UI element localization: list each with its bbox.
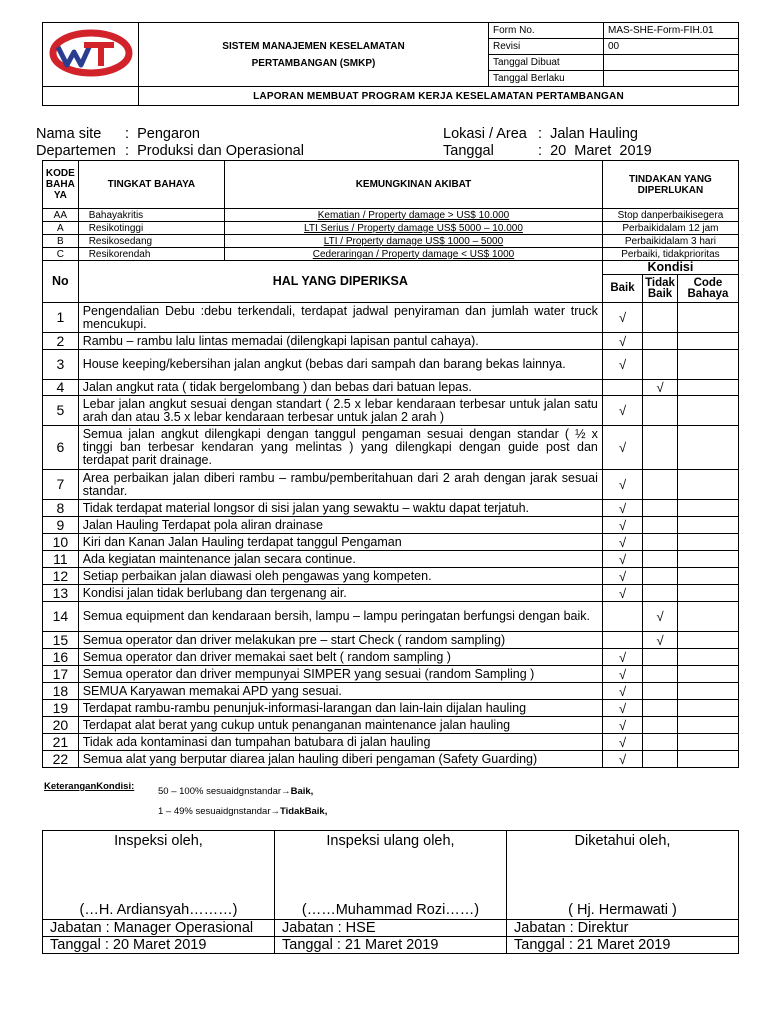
arrow-right-icon: →	[281, 786, 291, 797]
item-text: Semua operator dan driver mempunyai SIMPER yang sesuai (random Sampling )	[78, 666, 602, 683]
item-number: 22	[43, 751, 79, 768]
item-baik: √	[602, 649, 642, 666]
table-row	[43, 333, 739, 350]
legend-tingkat: Resikorendah	[78, 248, 224, 261]
item-baik: √	[602, 717, 642, 734]
org-title-line2: PERTAMBANGAN (SMKP)	[251, 57, 376, 69]
legend-kode: B	[43, 235, 79, 248]
item-code-bahaya	[677, 380, 738, 396]
item-code-bahaya	[677, 333, 738, 350]
item-tidak-baik	[643, 500, 678, 517]
inspection-table	[42, 160, 739, 768]
item-tidak-baik: √	[643, 380, 678, 396]
item-baik: √	[602, 517, 642, 534]
item-code-bahaya	[677, 717, 738, 734]
col-hal: HAL YANG DIPERIKSA	[78, 261, 602, 303]
meta-label: Tanggal Dibuat	[489, 55, 604, 71]
item-number: 4	[43, 380, 79, 396]
table-row	[43, 751, 739, 768]
item-code-bahaya	[677, 568, 738, 585]
item-number: 21	[43, 734, 79, 751]
item-tidak-baik	[643, 534, 678, 551]
org-title-line1: SISTEM MANAJEMEN KESELAMATAN	[222, 40, 405, 52]
item-code-bahaya	[677, 517, 738, 534]
item-text: House keeping/kebersihan jalan angkut (bebas dari sampah dan barang bekas lainnya.	[78, 350, 602, 380]
signature-block-diketahui	[507, 831, 739, 920]
item-text: Ada kegiatan maintenance jalan secara continue.	[78, 551, 602, 568]
legend-row	[43, 222, 739, 235]
table-row	[43, 470, 739, 500]
item-code-bahaya	[677, 649, 738, 666]
arrow-right-icon: →	[270, 806, 280, 817]
item-baik	[602, 632, 642, 649]
item-code-bahaya	[677, 700, 738, 717]
site-label: Nama site	[36, 126, 102, 142]
item-number: 6	[43, 426, 79, 470]
item-tidak-baik	[643, 396, 678, 426]
table-row	[43, 500, 739, 517]
item-text: SEMUA Karyawan memakai APD yang sesuai.	[78, 683, 602, 700]
item-tidak-baik	[643, 649, 678, 666]
item-code-bahaya	[677, 683, 738, 700]
keterangan-line-2	[158, 806, 327, 817]
legend-tingkat: Resikotinggi	[78, 222, 224, 235]
signature-title: Inspeksi oleh,	[114, 833, 203, 849]
table-row	[43, 426, 739, 470]
item-tidak-baik	[643, 551, 678, 568]
meta-value	[604, 55, 739, 71]
item-number: 19	[43, 700, 79, 717]
signature-name: ( Hj. Hermawati )	[568, 902, 677, 918]
signature-block-inspeksi	[43, 831, 275, 920]
item-baik	[602, 602, 642, 632]
legend-kode: C	[43, 248, 79, 261]
col-baik: Baik	[602, 275, 642, 303]
col-no: No	[43, 261, 79, 303]
item-number: 5	[43, 396, 79, 426]
keterangan-line-2-result: TidakBaik,	[280, 806, 328, 817]
item-baik: √	[602, 683, 642, 700]
signature-name: (…H. Ardiansyah………)	[79, 902, 238, 918]
area-value: : Jalan Hauling	[538, 126, 638, 142]
legend-akibat: Kematian / Property damage > US$ 10.000	[225, 209, 603, 222]
table-row	[43, 380, 739, 396]
legend-col-kode: KODE BAHA YA	[43, 161, 79, 209]
item-number: 3	[43, 350, 79, 380]
item-number: 1	[43, 303, 79, 333]
keterangan-line-1-result: Baik,	[290, 786, 314, 797]
item-tidak-baik	[643, 700, 678, 717]
meta-label: Revisi	[489, 39, 604, 55]
signature-title: Diketahui oleh,	[574, 833, 671, 849]
checklist-body	[43, 303, 739, 768]
date-value: : 20 Maret 2019	[538, 143, 652, 159]
table-row	[43, 534, 739, 551]
item-text: Area perbaikan jalan diberi rambu – rambu/pemberitahuan dari 2 arah dengan jarak sesuai standar.	[78, 470, 602, 500]
item-tidak-baik	[643, 517, 678, 534]
item-number: 16	[43, 649, 79, 666]
meta-label: Tanggal Berlaku	[489, 71, 604, 87]
item-code-bahaya	[677, 396, 738, 426]
item-tidak-baik	[643, 717, 678, 734]
org-title	[139, 23, 489, 87]
item-text: Terdapat alat berat yang cukup untuk penanganan maintenance jalan hauling	[78, 717, 602, 734]
form-header	[42, 22, 739, 106]
item-tidak-baik	[643, 303, 678, 333]
legend-kode: AA	[43, 209, 79, 222]
legend-tindakan: Stop danperbaikisegera	[602, 209, 738, 222]
item-text: Semua operator dan driver melakukan pre – start Check ( random sampling)	[78, 632, 602, 649]
item-text: Rambu – rambu lalu lintas memadai (dilengkapi lapisan pantul cahaya).	[78, 333, 602, 350]
item-baik: √	[602, 666, 642, 683]
signature-title: Inspeksi ulang oleh,	[326, 833, 455, 849]
item-text: Pengendalian Debu :debu terkendali, terdapat jadwal penyiraman dan jumlah water truck mencukupi.	[78, 303, 602, 333]
item-text: Semua jalan angkut dilengkapi dengan tanggul pengaman sesuai dengan standar ( ½ x tinggi ban terbesar kendaran yang melintas ) yang dilengkapi dengan guide post dan terdapat parit drainage.	[78, 426, 602, 470]
item-text: Setiap perbaikan jalan diawasi oleh pengawas yang kompeten.	[78, 568, 602, 585]
item-text: Semua alat yang berputar diarea jalan hauling diberi pengaman (Safety Guarding)	[78, 751, 602, 768]
table-row	[43, 303, 739, 333]
signature-tanggal: Tanggal : 20 Maret 2019	[43, 937, 275, 954]
item-baik: √	[602, 500, 642, 517]
legend-row	[43, 209, 739, 222]
item-tidak-baik	[643, 683, 678, 700]
table-row	[43, 683, 739, 700]
legend-tindakan: Perbaiki, tidakprioritas	[602, 248, 738, 261]
legend-col-tingkat: TINGKAT BAHAYA	[78, 161, 224, 209]
item-tidak-baik	[643, 426, 678, 470]
item-code-bahaya	[677, 666, 738, 683]
meta-value	[604, 71, 739, 87]
item-baik: √	[602, 303, 642, 333]
item-code-bahaya	[677, 500, 738, 517]
item-text: Jalan Hauling Terdapat pola aliran drainase	[78, 517, 602, 534]
item-number: 14	[43, 602, 79, 632]
item-baik: √	[602, 585, 642, 602]
legend-kode: A	[43, 222, 79, 235]
item-tidak-baik	[643, 470, 678, 500]
item-code-bahaya	[677, 602, 738, 632]
meta-label: Form No.	[489, 23, 604, 39]
item-number: 20	[43, 717, 79, 734]
item-tidak-baik: √	[643, 602, 678, 632]
legend-akibat: LTI Serius / Property damage US$ 5000 – 10.000	[225, 222, 603, 235]
keterangan-line-1-text: 50 – 100% sesuaidgnstandar	[158, 786, 282, 797]
item-code-bahaya	[677, 350, 738, 380]
item-number: 10	[43, 534, 79, 551]
date-label: Tanggal	[443, 143, 494, 159]
item-baik	[602, 380, 642, 396]
legend-col-tindakan: TINDAKAN YANG DIPERLUKAN	[602, 161, 738, 209]
item-number: 17	[43, 666, 79, 683]
item-tidak-baik	[643, 585, 678, 602]
dept-label: Departemen	[36, 143, 116, 159]
col-kondisi: Kondisi	[602, 261, 738, 275]
legend-tingkat: Bahayakritis	[78, 209, 224, 222]
item-baik: √	[602, 470, 642, 500]
item-baik: √	[602, 333, 642, 350]
company-logo-icon	[48, 25, 134, 81]
item-baik: √	[602, 396, 642, 426]
item-code-bahaya	[677, 734, 738, 751]
legend-tingkat: Resikosedang	[78, 235, 224, 248]
meta-value: MAS-SHE-Form-FIH.01	[604, 23, 739, 39]
item-code-bahaya	[677, 585, 738, 602]
legend-row	[43, 235, 739, 248]
site-value: : Pengaron	[125, 126, 200, 142]
signature-name: (……Muhammad Rozi……)	[301, 902, 480, 918]
item-text: Jalan angkut rata ( tidak bergelombang ) dan bebas dari batuan lepas.	[78, 380, 602, 396]
signature-jabatan: Jabatan : Manager Operasional	[43, 920, 275, 937]
keterangan-line-2-text: 1 – 49% sesuaidgnstandar	[158, 806, 271, 817]
table-row	[43, 350, 739, 380]
item-baik: √	[602, 350, 642, 380]
item-tidak-baik	[643, 333, 678, 350]
item-tidak-baik	[643, 751, 678, 768]
item-baik: √	[602, 551, 642, 568]
item-text: Lebar jalan angkut sesuai dengan standart ( 2.5 x lebar kendaraan terbesar untuk jalan satu arah dan atau 3.5 x lebar kendaraan terbesar untuk jalan 2 arah )	[78, 396, 602, 426]
table-row	[43, 717, 739, 734]
table-row	[43, 602, 739, 632]
item-baik: √	[602, 534, 642, 551]
item-baik: √	[602, 568, 642, 585]
signature-tanggal: Tanggal : 21 Maret 2019	[507, 937, 739, 954]
col-tidak-baik: Tidak Baik	[643, 275, 678, 303]
item-tidak-baik	[643, 734, 678, 751]
signature-jabatan: Jabatan : Direktur	[507, 920, 739, 937]
item-code-bahaya	[677, 534, 738, 551]
area-label: Lokasi / Area	[443, 126, 527, 142]
legend-col-akibat: KEMUNGKINAN AKIBAT	[225, 161, 603, 209]
item-baik: √	[602, 426, 642, 470]
item-baik: √	[602, 734, 642, 751]
item-tidak-baik	[643, 350, 678, 380]
legend-akibat: Cederaringan / Property damage < US$ 1000	[225, 248, 603, 261]
table-row	[43, 517, 739, 534]
item-number: 11	[43, 551, 79, 568]
table-row	[43, 649, 739, 666]
item-tidak-baik	[643, 666, 678, 683]
keterangan-line-1	[158, 786, 313, 797]
item-tidak-baik: √	[643, 632, 678, 649]
signature-tanggal: Tanggal : 21 Maret 2019	[275, 937, 507, 954]
item-number: 9	[43, 517, 79, 534]
item-number: 18	[43, 683, 79, 700]
meta-value: 00	[604, 39, 739, 55]
item-number: 15	[43, 632, 79, 649]
company-logo-cell	[43, 23, 139, 87]
item-baik: √	[602, 751, 642, 768]
col-code-bahaya: Code Bahaya	[677, 275, 738, 303]
item-number: 13	[43, 585, 79, 602]
item-code-bahaya	[677, 632, 738, 649]
item-code-bahaya	[677, 426, 738, 470]
signature-table	[42, 830, 739, 954]
table-row	[43, 734, 739, 751]
signature-block-inspeksi-ulang	[275, 831, 507, 920]
dept-value: : Produksi dan Operasional	[125, 143, 304, 159]
table-row	[43, 568, 739, 585]
legend-tindakan: Perbaikidalam 3 hari	[602, 235, 738, 248]
table-row	[43, 666, 739, 683]
item-text: Kiri dan Kanan Jalan Hauling terdapat tanggul Pengaman	[78, 534, 602, 551]
item-baik: √	[602, 700, 642, 717]
table-row	[43, 632, 739, 649]
item-text: Tidak terdapat material longsor di sisi jalan yang sewaktu – waktu dapat terjatuh.	[78, 500, 602, 517]
legend-akibat: LTI / Property damage US$ 1000 – 5000	[225, 235, 603, 248]
item-text: Semua equipment dan kendaraan bersih, lampu – lampu peringatan berfungsi dengan baik.	[78, 602, 602, 632]
table-row	[43, 396, 739, 426]
item-number: 8	[43, 500, 79, 517]
item-text: Semua operator dan driver memakai saet belt ( random sampling )	[78, 649, 602, 666]
legend-row	[43, 248, 739, 261]
item-code-bahaya	[677, 470, 738, 500]
item-text: Kondisi jalan tidak berlubang dan tergenang air.	[78, 585, 602, 602]
item-text: Tidak ada kontaminasi dan tumpahan batubara di jalan hauling	[78, 734, 602, 751]
item-number: 2	[43, 333, 79, 350]
item-number: 7	[43, 470, 79, 500]
item-text: Terdapat rambu-rambu penunjuk-informasi-larangan dan lain-lain dijalan hauling	[78, 700, 602, 717]
report-title: LAPORAN MEMBUAT PROGRAM KERJA KESELAMATAN PERTAMBANGAN	[139, 87, 739, 106]
legend-tindakan: Perbaikidalam 12 jam	[602, 222, 738, 235]
table-row	[43, 551, 739, 568]
table-row	[43, 700, 739, 717]
keterangan-label: KeteranganKondisi:	[44, 781, 135, 792]
item-code-bahaya	[677, 551, 738, 568]
item-code-bahaya	[677, 303, 738, 333]
item-number: 12	[43, 568, 79, 585]
table-row	[43, 585, 739, 602]
signature-jabatan: Jabatan : HSE	[275, 920, 507, 937]
item-tidak-baik	[643, 568, 678, 585]
item-code-bahaya	[677, 751, 738, 768]
